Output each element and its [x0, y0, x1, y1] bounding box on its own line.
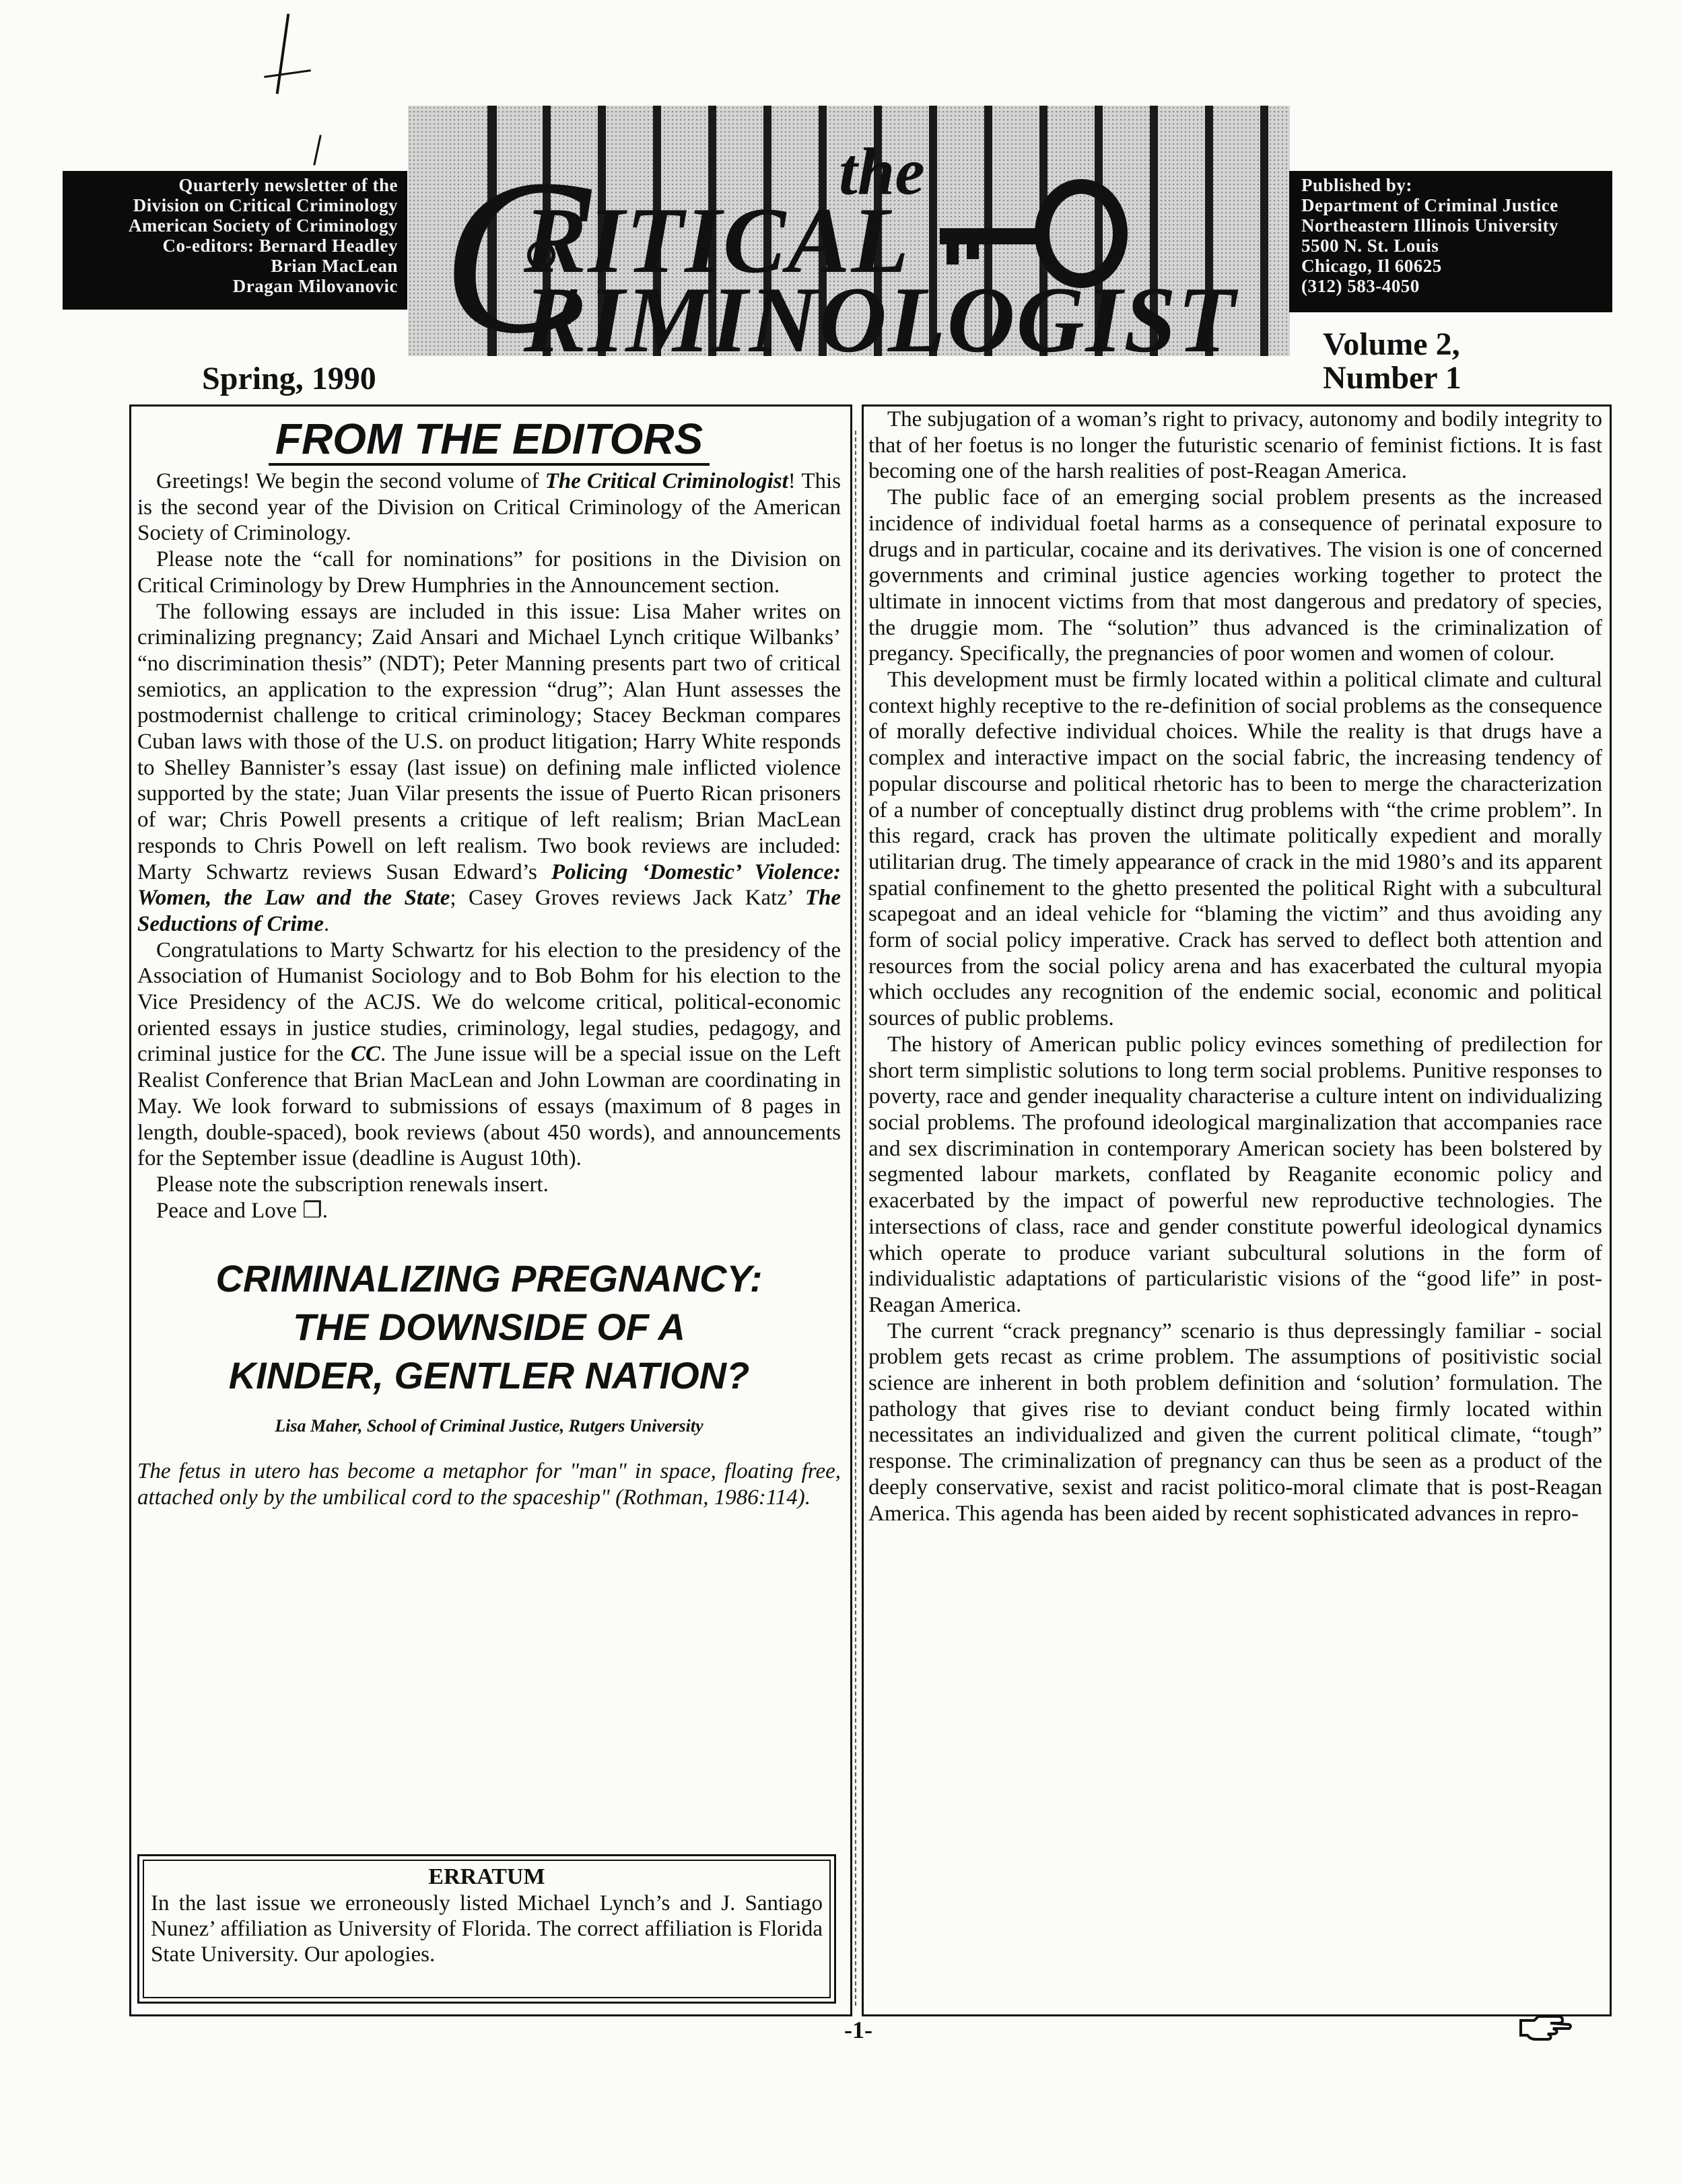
text-run: The following essays are included in this issue: Lisa Maher writes on criminalizing pregnancy; Zaid Ansari and Michael Lynch critique Wilbanks’ “no discrimination thesis” (NDT); Peter Manning presents part two of critical semiotics, an application to the expression “drug”; Alan Hunt assesses the postmodernist challenge to critical criminology; Stacey Beckman compares Cuban laws with those of the U.S. on product litigation; Harry White responds to Shelley Bannister’s essay (last issue) on defining male inflicted violence supported by the state; Juan Vilar presents the issue of Puerto Rican prisoners of war; Chris Powell presents a critique of left realism; Brian MacLean responds to Chris Powell on left realism. Two book reviews are included: Marty Schwartz reviews Susan Edward’s	[137, 599, 841, 884]
column-divider	[855, 431, 856, 2006]
editors-heading	[137, 412, 841, 466]
header-left-line: American Society of Criminology	[128, 215, 398, 236]
erratum-box	[137, 1854, 836, 2004]
editors-signoff: Peace and Love ❐.	[156, 1198, 328, 1223]
erratum-text: In the last issue we erroneously listed Michael Lynch’s and J. Santiago Nunez’ affiliation as University of Florida. The correct affiliation is Florida State University. Our apologies.	[151, 1891, 823, 1967]
editors-paragraph: Please note the subscription renewals insert.	[156, 1172, 549, 1197]
pointing-hand-icon	[1518, 2011, 1572, 2045]
article-paragraph: The current “crack pregnancy” scenario is thus depressingly familiar - social problem gets recast as crime problem. The assumptions of positivistic social science are inherent in both problem definition and ‘solution’ formulation. The pathology that gives rise to deviant conduct being firmly located within necessitates an individualized and given the current political climate, “tough” response. The criminalization of pregnancy can thus be seen as a product of the deeply conservative, sexist and racist politico-moral climate that is post-Reagan America. This agenda has been aided by recent sophisticated advances in repro-	[868, 1318, 1602, 1526]
pen-mark	[264, 69, 311, 78]
masthead-logo	[408, 106, 1290, 356]
text-run: . The June issue will be a special issue on the Left Realist Conference that Brian MacLean and John Lowman are coordinating in May. We look forward to submissions of essays (maximum of 8 pages in length, double-spaced), book reviews (about 450 words), and announcements for the September issue (deadline is August 10th).	[137, 1042, 841, 1171]
masthead-big-c: C	[442, 134, 590, 356]
text-run: Congratulations to Marty Schwartz for his election to the presidency of the Association of Humanist Sociology and to Bob Bohm for his election to the Vice Presidency of the ACJS. We do welcome critical, political-economic oriented essays in justice studies, criminology, legal studies, pedagogy, and criminal justice for the	[137, 938, 841, 1067]
article-paragraph: The subjugation of a woman’s right to privacy, autonomy and bodily integrity to that of her foetus is no longer the futuristic scenario of feminist fictions. It is fast becoming one of the harsh realities of post-Reagan America.	[868, 407, 1602, 484]
header-left-line: Co-editors: Bernard Headley	[162, 236, 398, 256]
issue-number: Number 1	[1323, 360, 1462, 396]
page-number: -1-	[844, 2016, 872, 2043]
article-paragraph: The history of American public policy evinces something of predilection for short term simplistic solutions to long term social problems. Punitive responses to poverty, race and gender inequality characterise a culture intent on individualizing social problems. The profound ideological marginalization that accompanies race and sex discrimination in contemporary American society has been bolstered by segmented labour markets, conflated by Reaganite economic policy and exacerbated by the impact of powerful new reproductive technologies. The intersections of class, race and gender constitute powerful ideological dynamics which operate to produce variant subcultural solutions in the form of individualistic adaptations of particularistic visions of the “good life” in post-Reagan America.	[868, 1032, 1602, 1317]
issue-volume-number	[1323, 328, 1462, 395]
masthead-the: the	[839, 134, 925, 209]
header-left-line: Division on Critical Criminology	[133, 195, 398, 215]
header-right-line: Department of Criminal Justice	[1301, 195, 1558, 215]
text-run: .	[323, 911, 330, 936]
article-title-line: CRIMINALIZING PREGNANCY:	[215, 1257, 763, 1300]
header-right-line: 5500 N. St. Louis	[1301, 236, 1439, 256]
header-left-line: Dragan Milovanovic	[232, 276, 398, 296]
book-title-emphasis: Policing ‘Domestic’ Violence: Women, the Law and the State	[137, 859, 841, 911]
erratum-title: ERRATUM	[428, 1864, 545, 1889]
header-left-line: Quarterly newsletter of the	[178, 175, 398, 195]
article-byline: Lisa Maher, School of Criminal Justice, Rutgers University	[275, 1416, 703, 1436]
issue-volume: Volume 2,	[1323, 326, 1460, 362]
article-title	[137, 1255, 841, 1400]
editors-heading-text: FROM THE EDITORS	[269, 415, 710, 466]
header-left-line: Brian MacLean	[271, 256, 398, 276]
header-left-info	[63, 171, 407, 310]
issue-date: Spring, 1990	[202, 361, 376, 396]
editors-paragraph	[137, 599, 841, 938]
newsletter-title-emphasis: The Critical Criminologist	[545, 469, 788, 493]
header-right-line: Northeastern Illinois University	[1301, 215, 1558, 236]
article-paragraph: The public face of an emerging social problem presents as the increased incidence of individual foetal harms as a consequence of perinatal exposure to drugs and in particular, cocaine and its derivatives. The vision is one of concerned governments and criminal justice agencies working together to protect the ultimate in innocent victims from that most dangerous and predatory of species, the druggie mom. The “solution” thus advanced is the criminalization of pregancy. Specifically, the pregnancies of poor women and women of colour.	[868, 485, 1602, 666]
right-column	[868, 407, 1602, 1526]
text-run: ! This is the second year of the Division on Critical Criminology of the American Society of Criminology.	[137, 469, 842, 546]
left-column	[137, 412, 841, 1511]
text-run: Greetings! We begin the second volume of	[156, 469, 545, 493]
masthead-word-critical: RITICAL	[524, 188, 911, 293]
pen-mark	[313, 135, 321, 166]
editors-paragraph: Please note the “call for nominations” for positions in the Division on Critical Criminology by Drew Humphries in the Announcement section.	[137, 547, 841, 598]
editors-paragraph	[137, 468, 841, 547]
pen-mark	[276, 13, 290, 94]
newsletter-abbrev-emphasis: CC	[350, 1042, 380, 1067]
erratum-inner	[143, 1860, 831, 1998]
header-right-info	[1289, 171, 1612, 312]
editors-paragraph	[137, 938, 841, 1172]
header-right-line: (312) 583-4050	[1301, 276, 1420, 296]
header-right-line: Chicago, Il 60625	[1301, 256, 1442, 276]
article-epigraph: The fetus in utero has become a metaphor for "man" in space, floating free, attached only by the umbilical cord to the spaceship" (Rothman, 1986:114).	[137, 1459, 841, 1510]
article-title-line: THE DOWNSIDE OF A	[293, 1306, 685, 1349]
masthead-word-criminologist: RIMINOLOGIST	[524, 268, 1237, 356]
header-right-line: Published by:	[1301, 175, 1412, 195]
article-paragraph: This development must be firmly located within a political climate and cultural context highly receptive to the re-definition of social problems as the consequence of morally defective individual choices. While the reality is that drugs have a complex and interactive impact on the social fabric, the increasing tendency of popular discourse and political rhetoric has to been to merge the characterization of a number of conceptually distinct drug problems with “the crime problem”. In this regard, crack has proven the ultimate politically expedient and morally utilitarian drug. The timely appearance of crack in the mid 1980’s and its apparent spatial confinement to the ghetto presented the political Right with a subcultural scapegoat and an ideal vehicle for “blaming the victim” and thus avoiding any form of social policy imperative. Crack has served to deflect both attention and resources from the social policy arena and has exacerbated the cultural myopia which occludes any recognition of the endemic social, economic and political sources of public problems.	[868, 668, 1602, 1031]
book-title-emphasis: The Seductions of Crime	[137, 886, 841, 936]
article-title-line: KINDER, GENTLER NATION?	[228, 1354, 750, 1397]
text-run: ; Casey Groves reviews Jack Katz’	[450, 886, 805, 911]
